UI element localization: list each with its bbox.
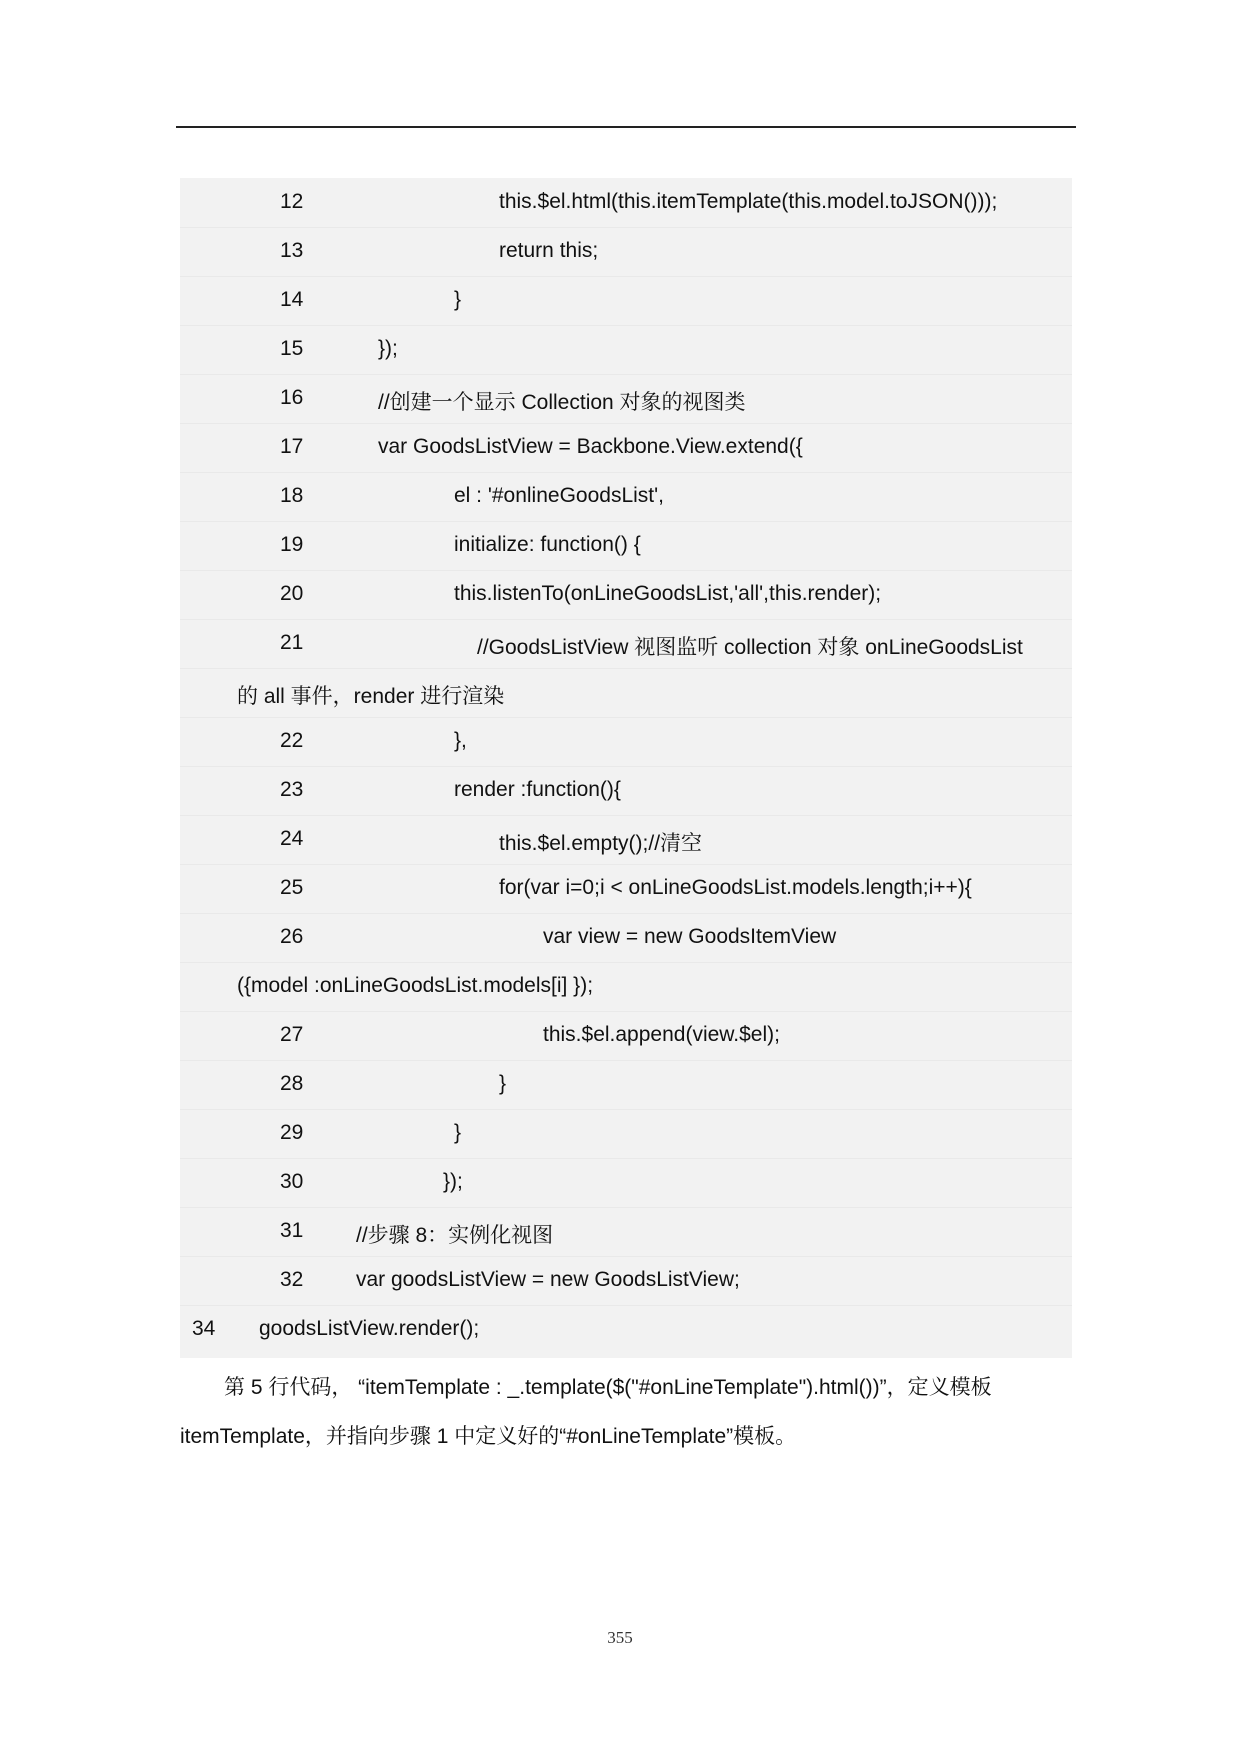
paragraph-line-2: itemTemplate，并指向步骤 1 中定义好的“#onLineTemplate”模板。 bbox=[180, 1425, 797, 1448]
paragraph-line-1: 第 5 行代码， “itemTemplate : _.template($("#onLineTemplate").html())”，定义模板 bbox=[224, 1376, 992, 1399]
line-number: 22 bbox=[280, 729, 304, 752]
code-row bbox=[180, 864, 1072, 914]
code-text: var view = new GoodsItemView bbox=[543, 925, 837, 948]
code-row bbox=[180, 1109, 1072, 1159]
line-number: 30 bbox=[280, 1170, 304, 1193]
code-text: }); bbox=[378, 337, 398, 360]
code-row bbox=[180, 227, 1072, 277]
code-row bbox=[180, 1256, 1072, 1306]
line-number: 25 bbox=[280, 876, 304, 899]
code-text: var goodsListView = new GoodsListView; bbox=[356, 1268, 740, 1291]
code-block bbox=[180, 178, 1072, 1358]
code-row bbox=[180, 423, 1072, 473]
code-row bbox=[180, 374, 1072, 424]
line-number: 28 bbox=[280, 1072, 304, 1095]
code-text: return this; bbox=[499, 239, 599, 262]
line-number: 24 bbox=[280, 827, 304, 850]
code-row bbox=[180, 815, 1072, 865]
line-number: 14 bbox=[280, 288, 304, 311]
code-row bbox=[180, 668, 1072, 718]
code-text: this.$el.html(this.itemTemplate(this.model.toJSON())); bbox=[499, 190, 998, 213]
code-text: this.$el.append(view.$el); bbox=[543, 1023, 780, 1046]
line-number: 23 bbox=[280, 778, 304, 801]
code-text: 的 all 事件，render 进行渲染 bbox=[237, 685, 505, 708]
code-row bbox=[180, 521, 1072, 571]
code-row bbox=[180, 717, 1072, 767]
code-text: } bbox=[454, 288, 462, 311]
code-text: el : '#onlineGoodsList', bbox=[454, 484, 664, 507]
line-number: 27 bbox=[280, 1023, 304, 1046]
code-text: } bbox=[454, 1121, 462, 1144]
code-text: for(var i=0;i < onLineGoodsList.models.length;i++){ bbox=[499, 876, 972, 899]
code-text: goodsListView.render(); bbox=[259, 1317, 480, 1340]
code-text: } bbox=[499, 1072, 507, 1095]
line-number: 20 bbox=[280, 582, 304, 605]
code-text: ({model :onLineGoodsList.models[i] }); bbox=[237, 974, 594, 997]
code-row bbox=[180, 1060, 1072, 1110]
code-row bbox=[180, 570, 1072, 620]
code-row bbox=[180, 913, 1072, 963]
code-text: this.listenTo(onLineGoodsList,'all',this.render); bbox=[454, 582, 882, 605]
line-number: 34 bbox=[192, 1317, 216, 1340]
line-number: 19 bbox=[280, 533, 304, 556]
code-row bbox=[180, 1305, 1072, 1354]
code-row bbox=[180, 1158, 1072, 1208]
code-text: }); bbox=[443, 1170, 463, 1193]
code-row bbox=[180, 1011, 1072, 1061]
line-number: 17 bbox=[280, 435, 304, 458]
code-text: //创建一个显示 Collection 对象的视图类 bbox=[378, 391, 746, 414]
code-row bbox=[180, 178, 1072, 228]
code-text: var GoodsListView = Backbone.View.extend({ bbox=[378, 435, 803, 458]
line-number: 16 bbox=[280, 386, 304, 409]
code-row bbox=[180, 619, 1072, 669]
page-number: 355 bbox=[607, 1628, 633, 1647]
line-number: 21 bbox=[280, 631, 304, 654]
line-number: 13 bbox=[280, 239, 304, 262]
code-row bbox=[180, 276, 1072, 326]
code-text: }, bbox=[454, 729, 467, 752]
line-number: 31 bbox=[280, 1219, 304, 1242]
line-number: 26 bbox=[280, 925, 304, 948]
line-number: 12 bbox=[280, 190, 304, 213]
line-number: 15 bbox=[280, 337, 304, 360]
line-number: 32 bbox=[280, 1268, 304, 1291]
code-row bbox=[180, 325, 1072, 375]
code-row bbox=[180, 962, 1072, 1012]
code-row bbox=[180, 766, 1072, 816]
line-number: 18 bbox=[280, 484, 304, 507]
code-text: //步骤 8：实例化视图 bbox=[356, 1224, 554, 1247]
code-text: render :function(){ bbox=[454, 778, 621, 801]
code-text: initialize: function() { bbox=[454, 533, 641, 556]
code-text: //GoodsListView 视图监听 collection 对象 onLineGoodsList bbox=[477, 636, 1023, 659]
code-row bbox=[180, 1207, 1072, 1257]
code-text: this.$el.empty();//清空 bbox=[499, 832, 703, 855]
header-rule bbox=[176, 126, 1076, 128]
code-row bbox=[180, 472, 1072, 522]
line-number: 29 bbox=[280, 1121, 304, 1144]
